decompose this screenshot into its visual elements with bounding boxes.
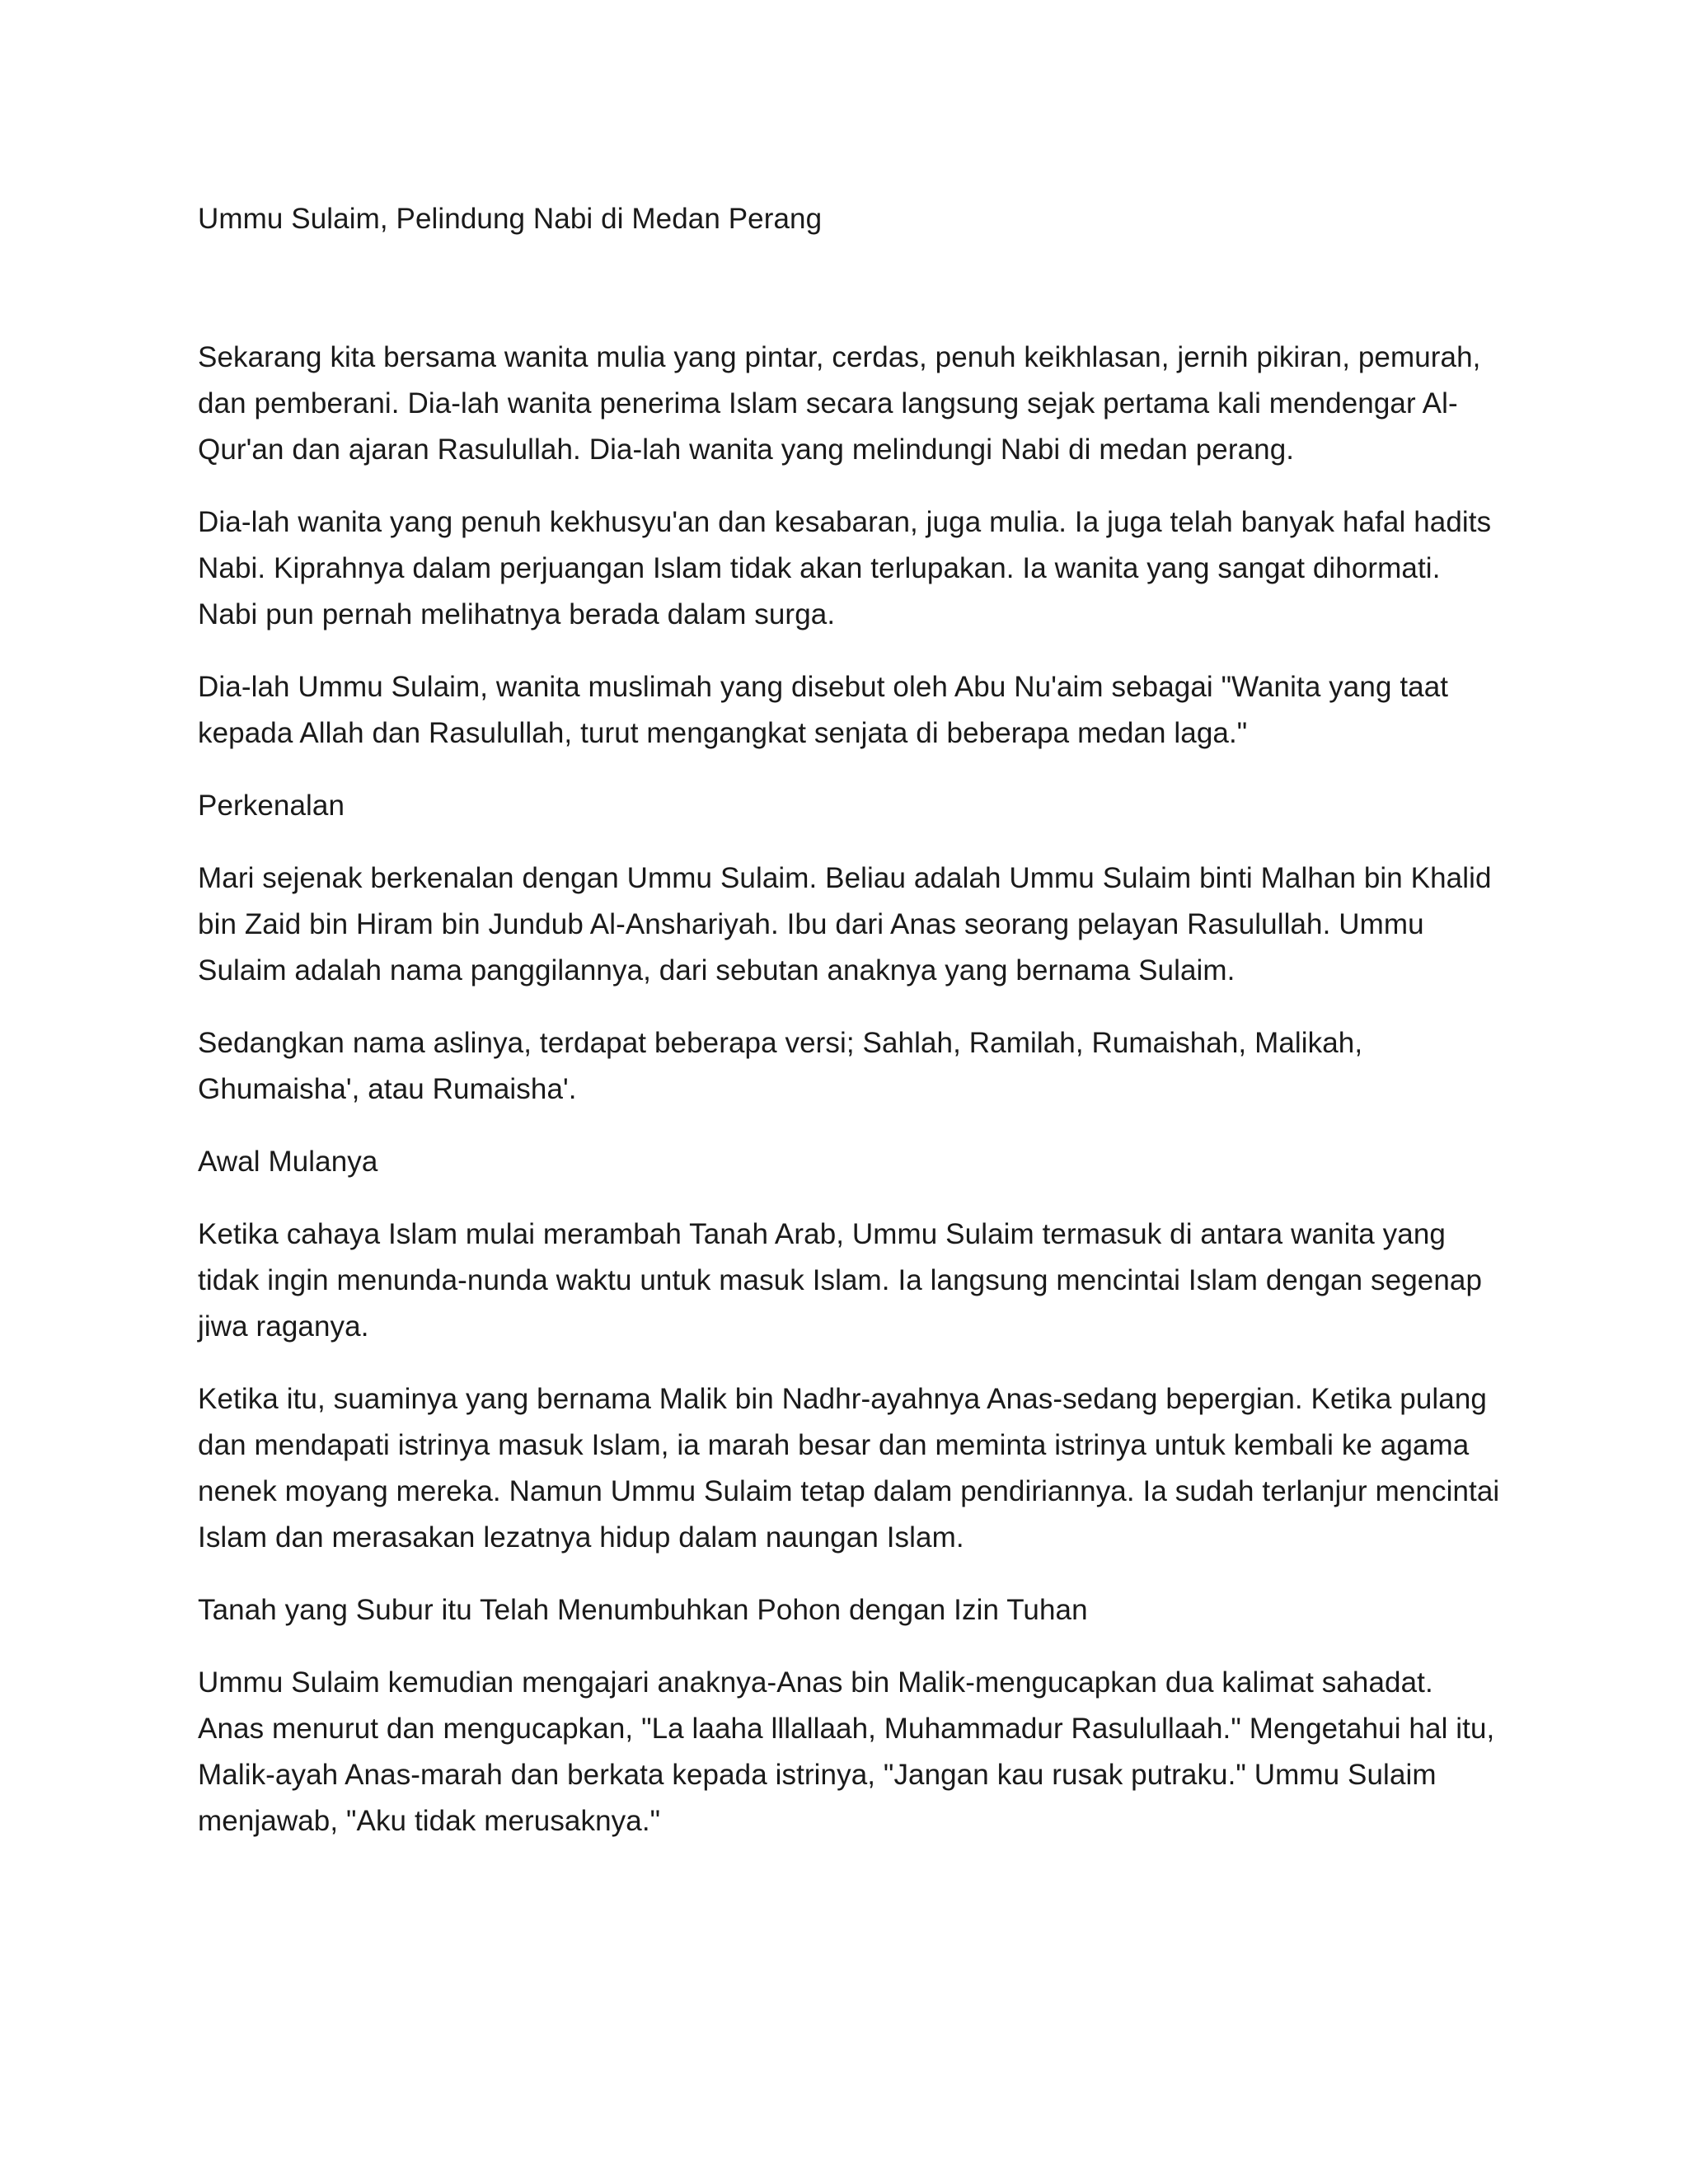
document-title: Ummu Sulaim, Pelindung Nabi di Medan Perang bbox=[198, 203, 823, 235]
section-heading-perkenalan: Perkenalan bbox=[198, 790, 345, 822]
paragraph-awal-1: Ketika cahaya Islam mulai merambah Tanah Arab, Ummu Sulaim termasuk di antara wanita yang tidak ingin menunda-nunda waktu untuk masuk Islam. Ia langsung mencintai Islam dengan segenap jiwa raganya. bbox=[198, 1218, 1483, 1343]
section-heading-tanah-subur: Tanah yang Subur itu Telah Menumbuhkan Pohon dengan Izin Tuhan bbox=[198, 1594, 1088, 1626]
paragraph-perkenalan-1: Mari sejenak berkenalan dengan Ummu Sulaim. Beliau adalah Ummu Sulaim binti Malhan bin Khalid bin Zaid bin Hiram bin Jundub Al-Anshariyah. Ibu dari Anas seorang pelayan Rasulullah. Ummu Sulaim adalah nama panggilannya, dari sebutan anaknya yang bernama Sulaim. bbox=[198, 862, 1492, 987]
paragraph-intro-3: Dia-lah Ummu Sulaim, wanita muslimah yang disebut oleh Abu Nu'aim sebagai "Wanita yang taat kepada Allah dan Rasulullah, turut mengangkat senjata di beberapa medan laga." bbox=[198, 671, 1449, 749]
paragraph-awal-2: Ketika itu, suaminya yang bernama Malik bin Nadhr-ayahnya Anas-sedang bepergian. Ketika pulang dan mendapati istrinya masuk Islam, ia marah besar dan meminta istrinya untuk kembali ke agama nenek moyang mereka. Namun Ummu Sulaim tetap dalam pendiriannya. Ia sudah terlanjur mencintai Islam dan merasakan lezatnya hidup dalam naungan Islam. bbox=[198, 1383, 1500, 1554]
paragraph-perkenalan-2: Sedangkan nama aslinya, terdapat beberapa versi; Sahlah, Ramilah, Rumaishah, Malikah, Ghumaisha', atau Rumaisha'. bbox=[198, 1027, 1363, 1105]
paragraph-tanah-1: Ummu Sulaim kemudian mengajari anaknya-Anas bin Malik-mengucapkan dua kalimat sahadat. Anas menurut dan mengucapkan, "La laaha lllallaah, Muhammadur Rasulullaah." Mengetahui hal itu, Malik-ayah Anas-marah dan berkata kepada istrinya, "Jangan kau rusak putraku." Ummu Sulaim menjawab, "Aku tidak merusaknya." bbox=[198, 1666, 1495, 1837]
paragraph-intro-1: Sekarang kita bersama wanita mulia yang pintar, cerdas, penuh keikhlasan, jernih pikiran, pemurah, dan pemberani. Dia-lah wanita penerima Islam secara langsung sejak pertama kali mendengar Al-Qur'an dan ajaran Rasulullah. Dia-lah wanita yang melindungi Nabi di medan perang. bbox=[198, 341, 1481, 466]
section-heading-awal-mulanya: Awal Mulanya bbox=[198, 1146, 378, 1178]
paragraph-intro-2: Dia-lah wanita yang penuh kekhusyu'an dan kesabaran, juga mulia. Ia juga telah banyak hafal hadits Nabi. Kiprahnya dalam perjuangan Islam tidak akan terlupakan. Ia wanita yang sangat dihormati. Nabi pun pernah melihatnya berada dalam surga. bbox=[198, 506, 1492, 630]
document-body bbox=[198, 196, 1500, 1871]
